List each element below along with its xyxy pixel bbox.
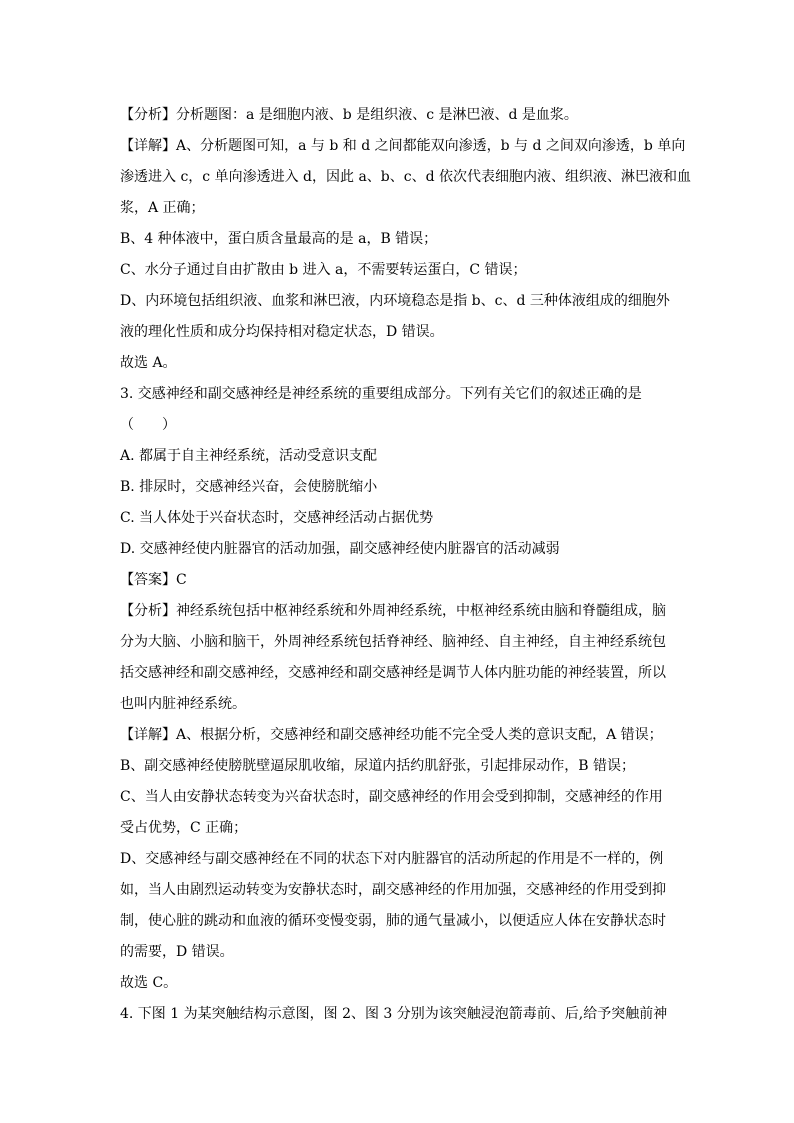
analysis-line: 分为大脑、小脑和脑干，外周神经系统包括脊神经、脑神经、自主神经，自主神经系统包 xyxy=(120,634,666,650)
document-body xyxy=(120,100,692,1030)
analysis-line: 【分析】神经系统包括中枢神经系统和外周神经系统，中枢神经系统由脑和脊髓组成，脑 xyxy=(120,603,666,619)
explanation-line: 【详解】A、分析题图可知，a 与 b 和 d 之间都能双向渗透，b 与 d 之间双向渗透，b 单向 xyxy=(120,138,686,154)
conclusion-line: 故选 C。 xyxy=(120,975,178,991)
analysis-line: 【分析】分析题图：a 是细胞内液、b 是组织液、c 是淋巴液、d 是血浆。 xyxy=(120,107,578,123)
question-stem: 4. 下图 1 为某突触结构示意图，图 2、图 3 分别为该突触浸泡箭毒前、后,给予突触前神 xyxy=(120,1006,668,1022)
analysis-line: 括交感神经和副交感神经，交感神经和副交感神经是调节人体内脏功能的神经装置，所以 xyxy=(120,665,666,681)
explanation-line: 制，使心脏的跳动和血液的循环变慢变弱，肺的通气量减小，以便适应人体在安静状态时 xyxy=(120,913,666,929)
explanation-line: D、内环境包括组织液、血浆和淋巴液，内环境稳态是指 b、c、d 三种体液组成的细胞外 xyxy=(120,293,670,309)
conclusion-line: 故选 A。 xyxy=(120,355,177,371)
explanation-line: C、当人由安静状态转变为兴奋状态时，副交感神经的作用会受到抑制，交感神经的作用 xyxy=(120,789,663,805)
explanation-line: 的需要，D 错误。 xyxy=(120,944,234,960)
option-a: A. 都属于自主神经系统，活动受意识支配 xyxy=(120,448,378,464)
answer-line: 【答案】C xyxy=(120,572,187,588)
analysis-line: 也叫内脏神经系统。 xyxy=(120,696,246,712)
explanation-line: 受占优势，C 正确； xyxy=(120,820,248,836)
explanation-line: 浆，A 正确； xyxy=(120,200,205,216)
option-d: D. 交感神经使内脏器官的活动加强，副交感神经使内脏器官的活动减弱 xyxy=(120,541,560,557)
question-stem: 3. 交感神经和副交感神经是神经系统的重要组成部分。下列有关它们的叙述正确的是 xyxy=(120,386,642,402)
explanation-line: D、交感神经与副交感神经在不同的状态下对内脏器官的活动所起的作用是不一样的，例 xyxy=(120,851,664,867)
explanation-line: 渗透进入 c，c 单向渗透进入 d，因此 a、b、c、d 依次代表细胞内液、组织液、淋巴液和血 xyxy=(120,169,692,185)
question-blank: （ ） xyxy=(120,417,176,433)
option-b: B. 排尿时，交感神经兴奋，会使膀胱缩小 xyxy=(120,479,378,495)
explanation-line: 如，当人由剧烈运动转变为安静状态时，副交感神经的作用加强，交感神经的作用受到抑 xyxy=(120,882,666,898)
explanation-line: C、水分子通过自由扩散由 b 进入 a，不需要转运蛋白，C 错误； xyxy=(120,262,527,278)
explanation-line: 【详解】A、根据分析，交感神经和副交感神经功能不完全受人类的意识支配，A 错误； xyxy=(120,727,663,743)
option-c: C. 当人体处于兴奋状态时，交感神经活动占据优势 xyxy=(120,510,434,526)
explanation-line: B、副交感神经使膀胱壁逼尿肌收缩，尿道内括约肌舒张，引起排尿动作，B 错误； xyxy=(120,758,636,774)
explanation-line: 液的理化性质和成分均保持相对稳定状态，D 错误。 xyxy=(120,324,444,340)
explanation-line: B、4 种体液中，蛋白质含量最高的是 a，B 错误； xyxy=(120,231,438,247)
